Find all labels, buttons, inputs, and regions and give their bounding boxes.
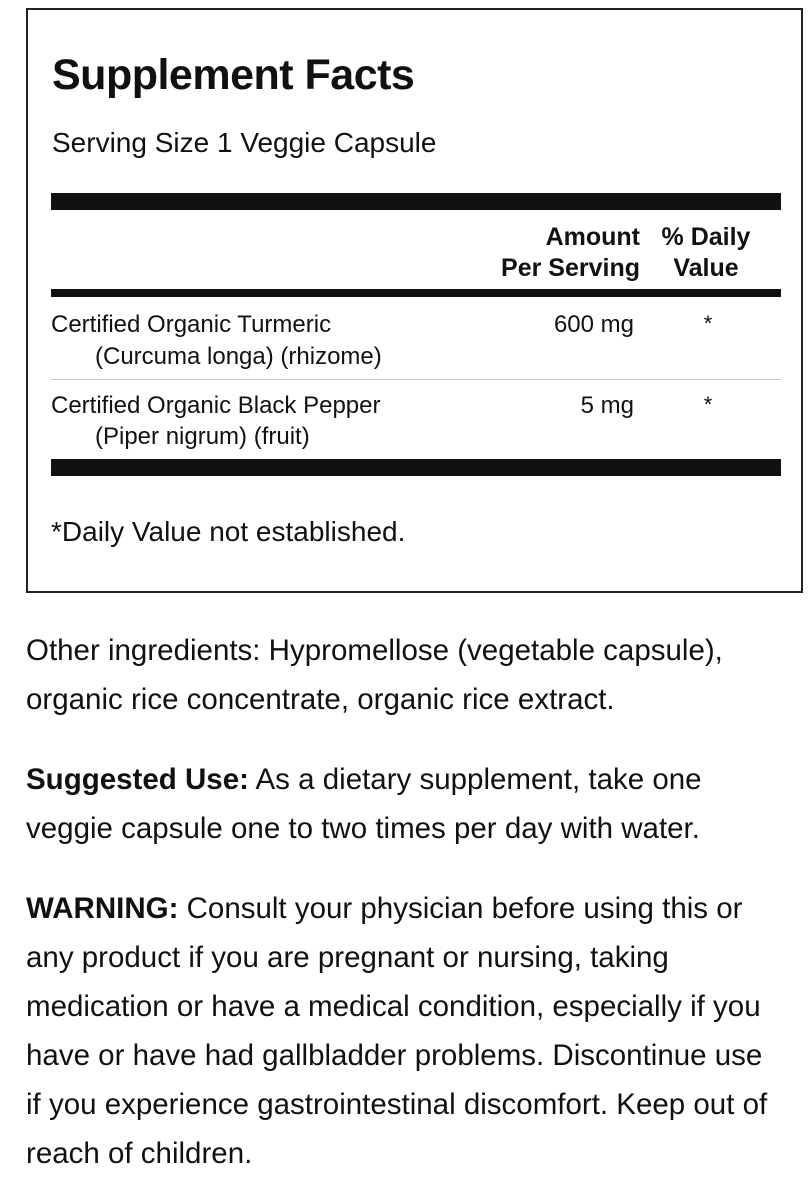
other-ingredients [26,626,806,724]
warning-line: have or have had gallbladder problems. Discontinue use [26,1039,763,1072]
warning-line [26,884,806,933]
amount-per-serving-header [484,222,640,284]
warning-line: any product if you are pregnant or nursing, taking [26,941,669,974]
warning-line: if you experience gastrointestinal discomfort. Keep out of [26,1088,768,1121]
supplement-facts-panel [26,8,803,593]
ingredient-amount: 600 mg [553,311,634,338]
warning-line: reach of children. [26,1137,253,1170]
suggested-use-text: As a dietary supplement, take one [248,763,702,796]
header-rule [51,289,781,297]
facts-title: Supplement Facts [52,51,415,99]
daily-value-header [656,222,756,284]
bottom-thick-rule [51,459,781,476]
ingredient-amount: 5 mg [580,392,634,419]
ingredient-daily-value: * [703,311,713,336]
suggested-use-line [26,755,806,804]
other-ingredients-line: Other ingredients: Hypromellose (vegetable capsule), [26,634,723,667]
warning-text: Consult your physician before using this or [178,892,743,925]
ingredient-name: Certified Organic Turmeric [51,311,332,338]
ingredient-detail: (Piper nigrum) (fruit) [95,423,310,450]
row-divider [51,379,781,380]
dv-header-line2: Value [673,254,739,282]
ingredient-daily-value: * [703,392,713,417]
suggested-use [26,755,806,853]
suggested-use-label: Suggested Use: [26,763,249,796]
ingredient-detail: (Curcuma longa) (rhizome) [95,343,382,370]
suggested-use-line: veggie capsule one to two times per day with water. [26,812,700,845]
ingredient-name: Certified Organic Black Pepper [51,392,381,419]
dv-header-line1: % Daily [661,223,751,251]
daily-value-footnote: *Daily Value not established. [51,516,406,547]
warning-label: WARNING: [26,892,179,925]
amount-header-line2: Per Serving [501,254,640,282]
top-thick-rule [51,193,781,210]
serving-size: Serving Size 1 Veggie Capsule [52,127,437,158]
amount-header-line1: Amount [545,223,640,251]
other-ingredients-line: organic rice concentrate, organic rice extract. [26,683,615,716]
warning-line: medication or have a medical condition, especially if you [26,990,761,1023]
warning [26,884,806,1178]
